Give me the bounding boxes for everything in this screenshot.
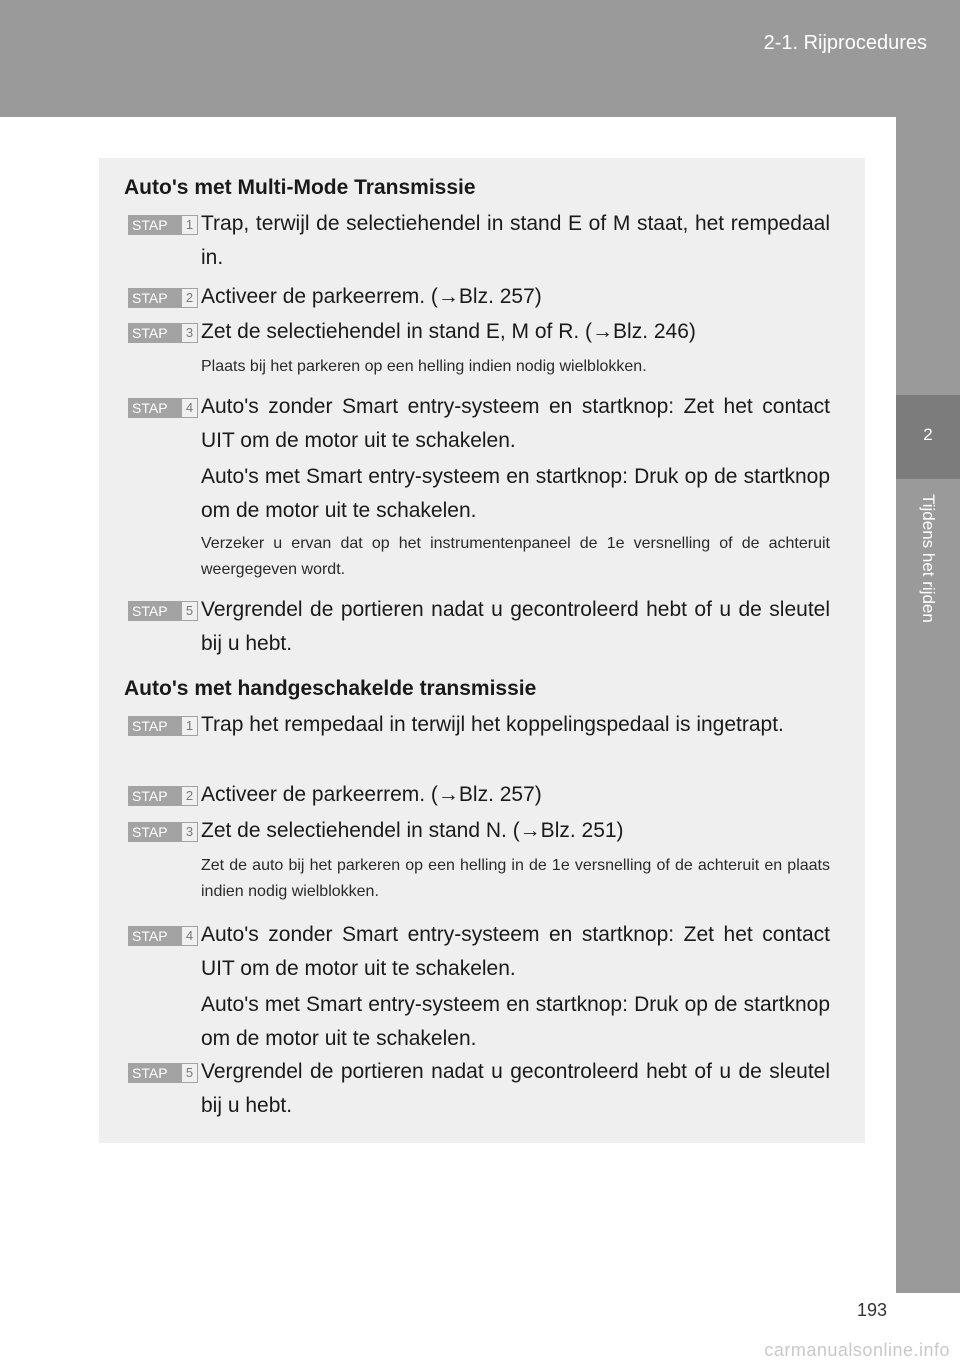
step-text: Trap, terwijl de selectiehendel in stand E of M staat, het rempedaal in. [201,212,830,269]
watermark: carmanualsonline.info [764,1340,950,1360]
step-note: Zet de auto bij het parkeren op een helling in de 1e versnelling of de achteruit en plaats indien nodig wielblokken. [201,857,830,900]
step-badge: STAP 2 [128,288,198,308]
step-badge: STAP 5 [128,1063,198,1083]
step-text: Zet de selectiehendel in stand N. (→Blz. 251) [201,819,624,842]
step-note: Plaats bij het parkeren op een helling indien nodig wielblokken. [201,358,647,375]
section-breadcrumb: 2-1. Rijprocedures [763,32,927,54]
step-text: Zet de selectiehendel in stand E, M of R. (→Blz. 246) [201,320,696,343]
step-text: Vergrendel de portieren nadat u gecontroleerd hebt of u de sleutel bij u hebt. [201,598,830,655]
step-1 [124,708,830,742]
step-badge: STAP 4 [128,926,198,946]
step-text: Trap het rempedaal in terwijl het koppelingspedaal is ingetrapt. [201,713,784,736]
section-heading-manual: Auto's met handgeschakelde transmissie [124,677,537,700]
step-5 [124,1055,830,1123]
step-3 [124,814,830,848]
header-bar [0,0,960,117]
chapter-number: 2 [923,425,933,444]
step-text: Vergrendel de portieren nadat u gecontroleerd hebt of u de sleutel bij u hebt. [201,1060,830,1117]
step-badge: STAP 5 [128,601,198,621]
chapter-number-box [896,395,960,479]
section-heading-multimode: Auto's met Multi-Mode Transmissie [124,176,476,199]
step-badge: STAP 3 [128,323,198,343]
step-text: Activeer de parkeerrem. (→Blz. 257) [201,285,542,308]
step-text: Auto's zonder Smart entry-systeem en startknop: Zet het contact UIT om de motor uit te schakelen. [201,395,830,452]
step-badge: STAP 1 [128,716,198,736]
step-text: Activeer de parkeerrem. (→Blz. 257) [201,783,542,806]
step-2 [124,778,830,812]
step-badge: STAP 1 [128,215,198,235]
step-badge: STAP 4 [128,398,198,418]
step-3 [124,315,830,349]
step-badge: STAP 3 [128,822,198,842]
step-text-alt: Auto's met Smart entry-systeem en startknop: Druk op de startknop om de motor uit te schakelen. [201,465,830,522]
page-number: 193 [857,1300,888,1320]
step-4 [124,918,830,1056]
step-2 [124,280,830,314]
step-5 [124,593,830,661]
step-badge: STAP 2 [128,786,198,806]
chapter-tab [896,117,960,1293]
step-4 [124,390,830,528]
step-text: Auto's zonder Smart entry-systeem en startknop: Zet het contact UIT om de motor uit te schakelen. [201,923,830,980]
step-text-alt: Auto's met Smart entry-systeem en startknop: Druk op de startknop om de motor uit te schakelen. [201,993,830,1050]
step-note: Verzeker u ervan dat op het instrumentenpaneel de 1e versnelling of de achteruit weergegeven wordt. [201,535,830,578]
step-1 [124,207,830,275]
chapter-label: Tijdens het rijden [919,494,938,623]
